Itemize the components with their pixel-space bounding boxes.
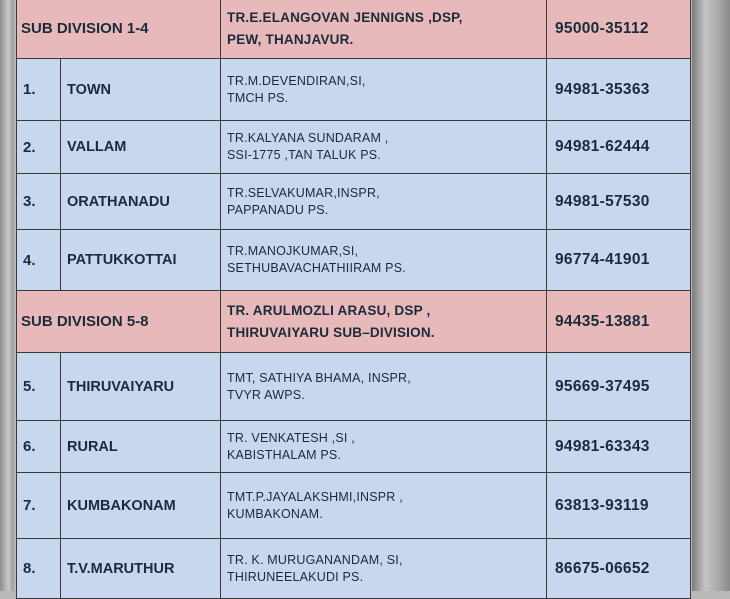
subdivision-row (17, 291, 691, 353)
officer-station: TVYR AWPS. (227, 387, 305, 402)
officer-station: THIRUNEELAKUDI PS. (227, 569, 364, 584)
officer-posting: PEW, THANJAVUR. (227, 31, 354, 47)
officer-name: TMT, SATHIYA BHAMA, INSPR, (227, 370, 411, 385)
table-row (17, 174, 691, 230)
station-name: THIRUVAIYARU (61, 353, 221, 421)
officer-cell (221, 539, 547, 599)
officer-name: TR.E.ELANGOVAN JENNIGNS ,DSP, (227, 9, 463, 25)
officer-cell (221, 174, 547, 230)
station-name: TOWN (61, 59, 221, 121)
subdivision-row (17, 0, 691, 59)
officer-station: SSI-1775 ,TAN TALUK PS. (227, 148, 381, 162)
officer-station: SETHUBAVACHATHIIRAM PS. (227, 261, 406, 275)
left-frame-edge (0, 0, 14, 591)
subdivision-label: SUB DIVISION 5-8 (17, 291, 221, 353)
phone-number: 63813-93119 (547, 473, 691, 539)
phone-number: 94981-62444 (547, 121, 691, 174)
phone-number: 96774-41901 (547, 230, 691, 291)
row-number: 3. (17, 174, 61, 230)
row-number: 1. (17, 59, 61, 121)
station-name: VALLAM (61, 121, 221, 174)
row-number: 6. (17, 421, 61, 473)
officer-name: TR.MANOJKUMAR,SI, (227, 244, 359, 258)
officer-name: TR.M.DEVENDIRAN,SI, (227, 73, 366, 88)
officer-cell (221, 121, 547, 174)
subdivision-officer (221, 291, 547, 353)
officer-name: TR. VENKATESH ,SI , (227, 430, 355, 445)
phone-number: 86675-06652 (547, 539, 691, 599)
row-number: 7. (17, 473, 61, 539)
phone-number: 94435-13881 (547, 291, 691, 353)
officer-station: PAPPANADU PS. (227, 202, 329, 217)
officer-name: TMT.P.JAYALAKSHMI,INSPR , (227, 489, 403, 504)
officer-cell (221, 230, 547, 291)
station-name: KUMBAKONAM (61, 473, 221, 539)
table-row (17, 59, 691, 121)
right-frame-edge (692, 0, 730, 591)
table-row (17, 121, 691, 174)
officer-cell (221, 59, 547, 121)
station-name: ORATHANADU (61, 174, 221, 230)
table-row (17, 539, 691, 599)
row-number: 5. (17, 353, 61, 421)
subdivision-officer (221, 0, 547, 59)
table-row (17, 421, 691, 473)
phone-number: 95000-35112 (547, 0, 691, 59)
officer-posting: THIRUVAIYARU SUB–DIVISION. (227, 324, 435, 340)
station-name: RURAL (61, 421, 221, 473)
phone-number: 94981-63343 (547, 421, 691, 473)
phone-number: 94981-57530 (547, 174, 691, 230)
row-number: 8. (17, 539, 61, 599)
subdivision-label: SUB DIVISION 1-4 (17, 0, 221, 59)
table-row (17, 473, 691, 539)
station-name: T.V.MARUTHUR (61, 539, 221, 599)
officer-roster-table (16, 0, 691, 599)
row-number: 2. (17, 121, 61, 174)
officer-cell (221, 353, 547, 421)
officer-name: TR. K. MURUGANANDAM, SI, (227, 552, 403, 567)
officer-station: KUMBAKONAM. (227, 506, 323, 521)
officer-name: TR.KALYANA SUNDARAM , (227, 131, 389, 145)
officer-name: TR. ARULMOZLI ARASU, DSP , (227, 302, 431, 318)
officer-station: TMCH PS. (227, 90, 289, 105)
officer-cell (221, 473, 547, 539)
phone-number: 95669-37495 (547, 353, 691, 421)
officer-cell (221, 421, 547, 473)
phone-number: 94981-35363 (547, 59, 691, 121)
station-name: PATTUKKOTTAI (61, 230, 221, 291)
officer-station: KABISTHALAM PS. (227, 447, 342, 462)
table-row (17, 230, 691, 291)
officer-name: TR.SELVAKUMAR,INSPR, (227, 185, 380, 200)
row-number: 4. (17, 230, 61, 291)
table-row (17, 353, 691, 421)
